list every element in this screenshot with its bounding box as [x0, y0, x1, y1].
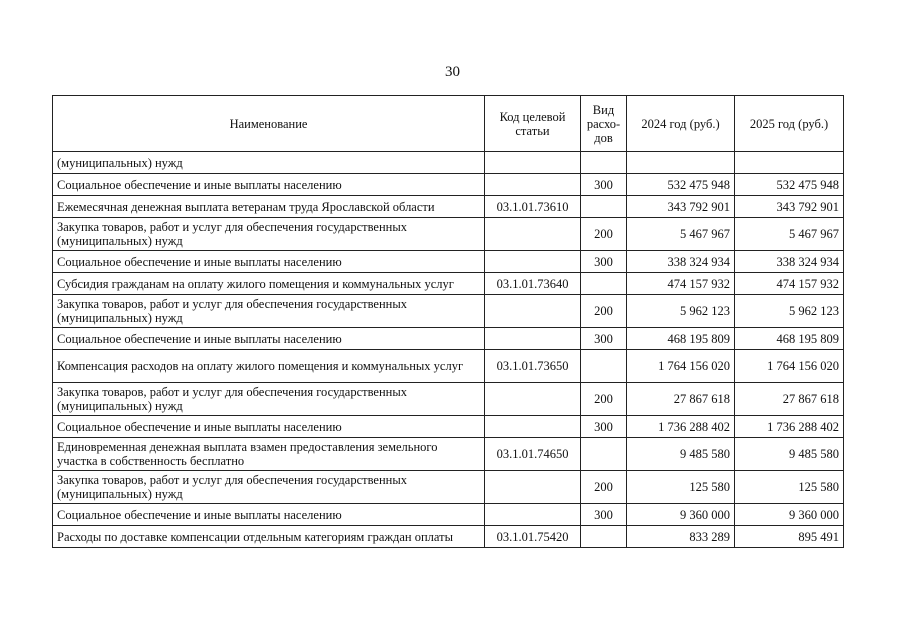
table-row [53, 350, 844, 383]
table-row [53, 416, 844, 438]
cell-2025: 9 485 580 [735, 438, 844, 471]
cell-code: 03.1.01.74650 [485, 438, 581, 471]
cell-type [581, 273, 627, 295]
cell-2024: 5 962 123 [627, 295, 735, 328]
cell-code [485, 416, 581, 438]
cell-2024: 833 289 [627, 526, 735, 548]
cell-name: Расходы по доставке компенсации отдельным категориям граждан оплаты [53, 526, 485, 548]
col-header-name: Наименование [53, 96, 485, 152]
table-row [53, 152, 844, 174]
cell-2024: 1 764 156 020 [627, 350, 735, 383]
cell-type: 200 [581, 383, 627, 416]
cell-name: Единовременная денежная выплата взамен предоставления земельного участка в собственность бесплатно [53, 438, 485, 471]
cell-2025: 5 467 967 [735, 218, 844, 251]
cell-2025: 532 475 948 [735, 174, 844, 196]
cell-type: 300 [581, 416, 627, 438]
cell-2025: 27 867 618 [735, 383, 844, 416]
cell-type: 200 [581, 295, 627, 328]
cell-type [581, 438, 627, 471]
table-row [53, 526, 844, 548]
cell-code [485, 383, 581, 416]
cell-type: 300 [581, 504, 627, 526]
cell-2025: 125 580 [735, 471, 844, 504]
cell-name: Закупка товаров, работ и услуг для обеспечения государственных (муниципальных) нужд [53, 471, 485, 504]
col-header-type: Вид расхо-дов [581, 96, 627, 152]
cell-2025: 5 962 123 [735, 295, 844, 328]
cell-2024: 27 867 618 [627, 383, 735, 416]
cell-2025: 338 324 934 [735, 251, 844, 273]
cell-name: Социальное обеспечение и иные выплаты населению [53, 504, 485, 526]
table-row [53, 273, 844, 295]
cell-2024: 343 792 901 [627, 196, 735, 218]
cell-2024: 532 475 948 [627, 174, 735, 196]
cell-2024: 1 736 288 402 [627, 416, 735, 438]
cell-name: Субсидия гражданам на оплату жилого помещения и коммунальных услуг [53, 273, 485, 295]
cell-2024: 474 157 932 [627, 273, 735, 295]
cell-name: Закупка товаров, работ и услуг для обеспечения государственных (муниципальных) нужд [53, 295, 485, 328]
cell-code [485, 328, 581, 350]
col-header-2024: 2024 год (руб.) [627, 96, 735, 152]
table-row [53, 295, 844, 328]
table-row [53, 196, 844, 218]
table-row [53, 218, 844, 251]
cell-name: Социальное обеспечение и иные выплаты населению [53, 174, 485, 196]
table-header-row [53, 96, 844, 152]
cell-type [581, 350, 627, 383]
cell-name: Закупка товаров, работ и услуг для обеспечения государственных (муниципальных) нужд [53, 218, 485, 251]
table-row [53, 251, 844, 273]
budget-table [52, 95, 844, 548]
cell-code [485, 504, 581, 526]
table-row [53, 174, 844, 196]
cell-name: Социальное обеспечение и иные выплаты населению [53, 416, 485, 438]
cell-2025: 1 736 288 402 [735, 416, 844, 438]
cell-code [485, 174, 581, 196]
cell-type: 200 [581, 218, 627, 251]
cell-2025: 9 360 000 [735, 504, 844, 526]
cell-name: Компенсация расходов на оплату жилого помещения и коммунальных услуг [53, 350, 485, 383]
cell-name: Ежемесячная денежная выплата ветеранам труда Ярославской области [53, 196, 485, 218]
cell-type: 300 [581, 251, 627, 273]
cell-type: 200 [581, 471, 627, 504]
cell-code [485, 471, 581, 504]
table-row [53, 438, 844, 471]
page-number: 30 [445, 64, 460, 80]
cell-code: 03.1.01.73640 [485, 273, 581, 295]
cell-name: (муниципальных) нужд [53, 152, 485, 174]
cell-type: 300 [581, 174, 627, 196]
cell-2024: 9 360 000 [627, 504, 735, 526]
cell-code: 03.1.01.75420 [485, 526, 581, 548]
cell-name: Социальное обеспечение и иные выплаты населению [53, 251, 485, 273]
cell-code: 03.1.01.73610 [485, 196, 581, 218]
cell-2025: 343 792 901 [735, 196, 844, 218]
cell-type [581, 152, 627, 174]
cell-2025: 895 491 [735, 526, 844, 548]
cell-2025: 1 764 156 020 [735, 350, 844, 383]
table-row [53, 328, 844, 350]
cell-code [485, 152, 581, 174]
cell-code [485, 251, 581, 273]
cell-2024: 5 467 967 [627, 218, 735, 251]
cell-2025 [735, 152, 844, 174]
cell-2024: 468 195 809 [627, 328, 735, 350]
cell-type [581, 526, 627, 548]
table-row [53, 471, 844, 504]
cell-2025: 468 195 809 [735, 328, 844, 350]
cell-name: Закупка товаров, работ и услуг для обеспечения государственных (муниципальных) нужд [53, 383, 485, 416]
cell-type [581, 196, 627, 218]
col-header-code: Код целевой статьи [485, 96, 581, 152]
cell-2024: 125 580 [627, 471, 735, 504]
table-row [53, 504, 844, 526]
cell-2025: 474 157 932 [735, 273, 844, 295]
table-row [53, 383, 844, 416]
cell-name: Социальное обеспечение и иные выплаты населению [53, 328, 485, 350]
cell-code [485, 218, 581, 251]
cell-2024: 9 485 580 [627, 438, 735, 471]
cell-type: 300 [581, 328, 627, 350]
cell-2024 [627, 152, 735, 174]
col-header-2025: 2025 год (руб.) [735, 96, 844, 152]
cell-code [485, 295, 581, 328]
cell-2024: 338 324 934 [627, 251, 735, 273]
cell-code: 03.1.01.73650 [485, 350, 581, 383]
